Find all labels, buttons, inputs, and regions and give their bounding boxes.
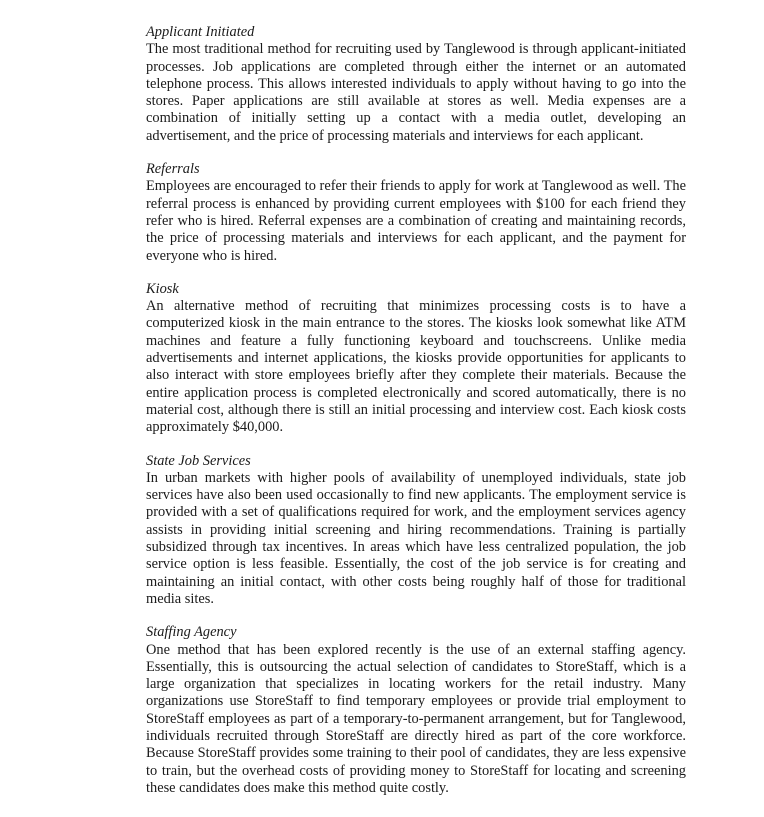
section-paragraph: In urban markets with higher pools of availability of unemployed individuals, state job services have also been used occasionally to find new applicants. The employment service is provided with a set of qualifications required for work, and the employment services agency assists in providing initial screening and hiring recommendations. Training is partially subsidized through tax incentives. In areas which have less centralized population, the job service option is less feasible. Essentially, the cost of the job service is for creating and maintaining an initial contact, with other costs being roughly half of those for traditional media sites. (146, 469, 686, 607)
section-staffing-agency (146, 624, 686, 797)
section-paragraph: Employees are encouraged to refer their friends to apply for work at Tanglewood as well. The referral process is enhanced by providing current employees with $100 for each friend they refer who is hired. Referral expenses are a combination of creating and maintaining records, the price of processing materials and interviews for each applicant, and the payment for everyone who is hired. (146, 178, 686, 264)
section-applicant-initiated (146, 24, 686, 145)
section-kiosk (146, 281, 686, 437)
section-paragraph: The most traditional method for recruiting used by Tanglewood is through applicant-initiated processes. Job applications are completed through either the internet or an automated telephone process. This allows interested individuals to apply without having to go into the stores. Paper applications are still available at stores as well. Media expenses are a combination of initially setting up a contact with a media outlet, developing an advertisement, and the price of processing materials and interviews for each applicant. (146, 41, 686, 144)
document-page (146, 24, 686, 813)
section-heading: Staffing Agency (146, 624, 237, 641)
section-paragraph: An alternative method of recruiting that minimizes processing costs is to have a computerized kiosk in the main entrance to the stores. The kiosks look somewhat like ATM machines and feature a fully functioning keyboard and touchscreens. Unlike media advertisements and internet applications, the kiosks provide opportunities for applicants to also interact with store employees briefly after they complete their materials. Because the entire application process is completed electronically and scored automatically, there is no material cost, although there is still an initial processing and interview cost. Each kiosk costs approximately $40,000. (146, 298, 686, 436)
section-heading: State Job Services (146, 452, 251, 469)
section-paragraph: One method that has been explored recently is the use of an external staffing agency. Essentially, this is outsourcing the actual selection of candidates to StoreStaff, which is a large organization that specializes in locating workers for the retail industry. Many organizations use StoreStaff to find temporary employees or provide trial employment to StoreStaff employees as part of a temporary-to-permanent arrangement, but for Tanglewood, individuals recruited through StoreStaff are directly hired as part of the core workforce. Because StoreStaff provides some training to their pool of candidates, they are less expensive to train, but the overhead costs of providing money to StoreStaff for locating and screening these candidates does make this method quite costly. (146, 641, 686, 796)
section-state-job-services (146, 453, 686, 609)
section-heading: Referrals (146, 161, 200, 178)
section-heading: Kiosk (146, 280, 179, 297)
section-referrals (146, 161, 686, 265)
section-heading: Applicant Initiated (146, 24, 255, 40)
